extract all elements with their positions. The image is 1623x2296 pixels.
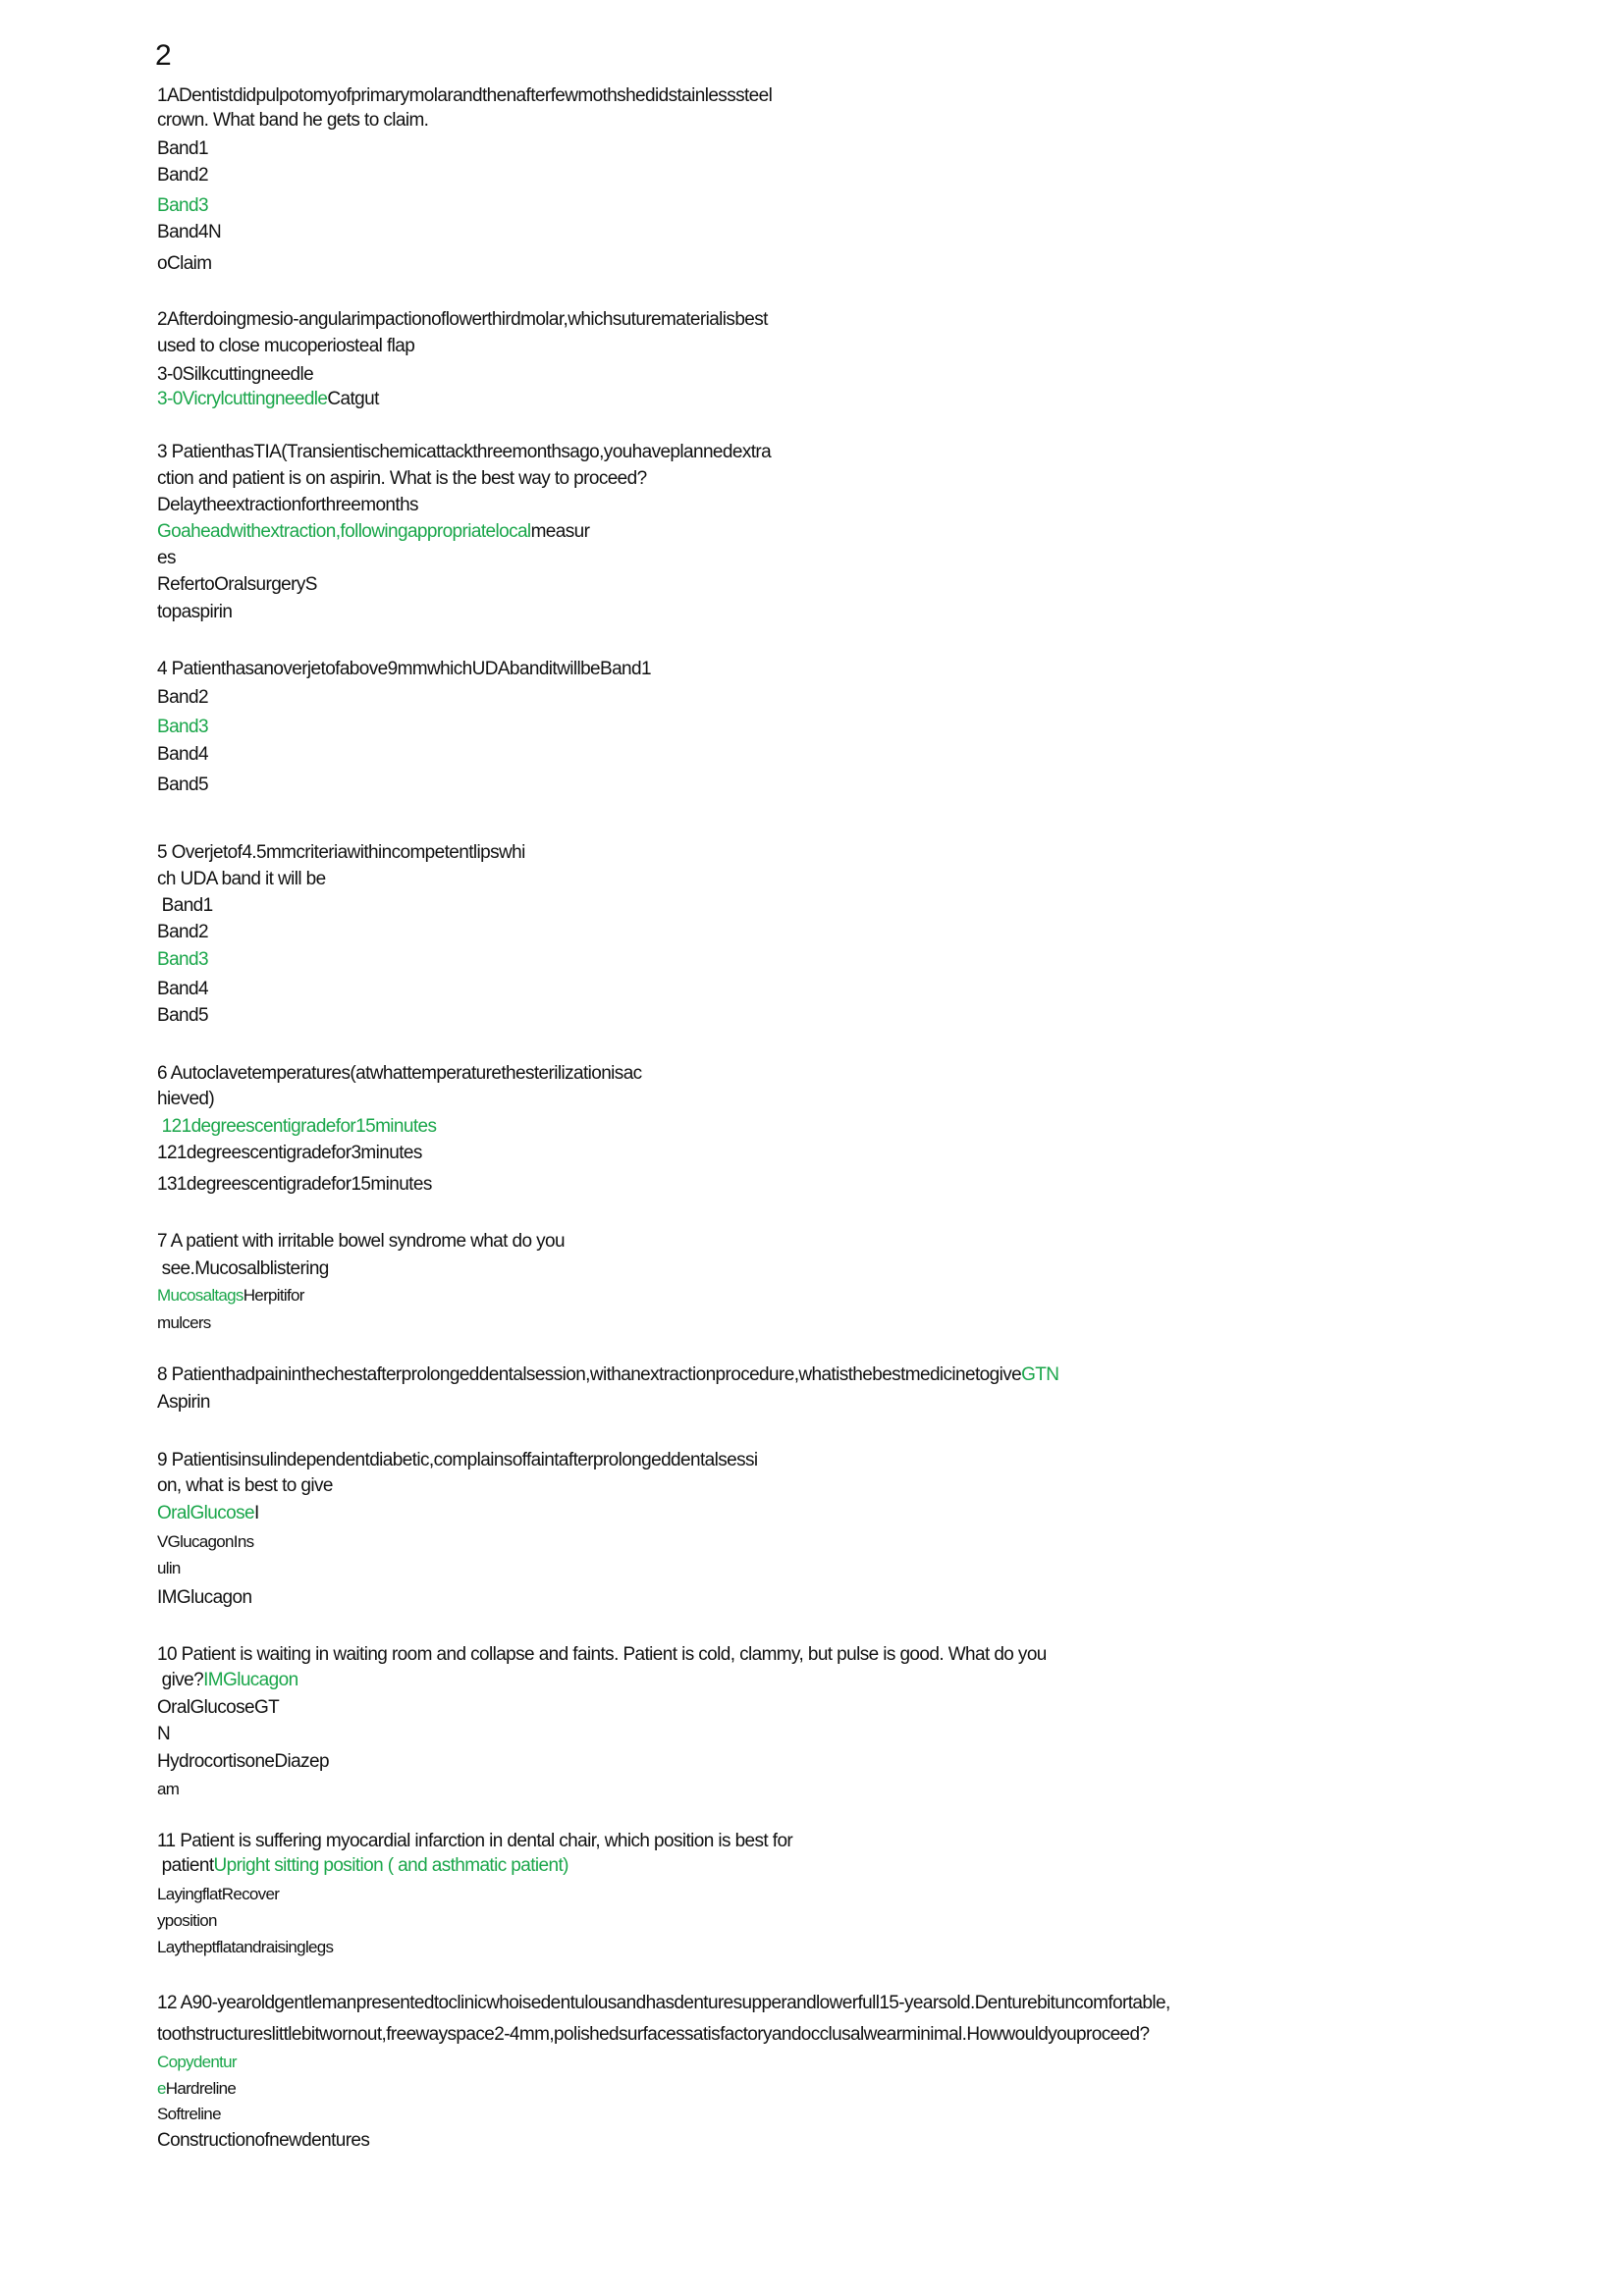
question-line	[157, 164, 208, 187]
question-line	[157, 1173, 432, 1197]
question-text	[157, 1992, 1170, 2015]
text-segment: toothstructureslittlebitwornout,freewayspace2-4mm,polishedsurfacessatisfactoryandocclusalwearminimal.Howwouldyouproceed?	[157, 2024, 1150, 2045]
question-text	[157, 441, 771, 464]
text-segment: Hardreline	[165, 2079, 237, 2098]
question-line	[157, 1696, 279, 1720]
question-line	[157, 868, 326, 891]
question-line	[157, 1257, 329, 1281]
text-segment: see.Mucosalblistering	[157, 1258, 329, 1279]
text-segment: LayingflatRecover	[157, 1885, 280, 1903]
text-segment: Catgut	[327, 389, 379, 409]
correct-answer: OralGlucose	[157, 1503, 254, 1523]
correct-answer: Band3	[157, 717, 208, 737]
text-segment: Aspirin	[157, 1392, 210, 1413]
correct-answer: Goaheadwithextraction,followingappropriatelocal	[157, 521, 531, 542]
question-line	[157, 1778, 179, 1801]
question-line	[157, 547, 176, 570]
question-line	[157, 774, 208, 797]
text-segment: measur	[530, 521, 590, 542]
text-segment: 1ADentistdidpulpotomyofprimarymolarandthenafterfewmothshedidstainlesssteel	[157, 85, 773, 106]
text-segment: am	[157, 1780, 180, 1798]
question-line	[157, 1502, 259, 1525]
text-segment: 5 Overjetof4.5mmcriteriawithincompetentlipswhi	[157, 842, 525, 863]
text-segment: ulin	[157, 1559, 181, 1577]
text-segment: patient	[157, 1855, 214, 1876]
text-segment: Band4	[157, 744, 208, 765]
text-segment: 131degreescentigradefor15minutes	[157, 1174, 432, 1195]
question-line	[157, 1750, 329, 1774]
question-line	[157, 137, 208, 161]
correct-answer: Band3	[157, 195, 208, 216]
text-segment: Band5	[157, 1005, 208, 1026]
text-segment: 9 Patientisinsulindependentdiabetic,complainsoffaintafterprolongeddentalsessi	[157, 1450, 758, 1470]
question-line	[157, 335, 414, 358]
question-line	[157, 1936, 333, 1959]
question-line	[157, 221, 221, 244]
question-text	[157, 1830, 792, 1853]
question-line	[157, 2023, 1149, 2047]
question-line	[157, 894, 213, 918]
question-line	[157, 1586, 251, 1610]
text-segment: 3 PatienthasTIA(Transientischemicattackthreemonthsago,youhaveplannedextra	[157, 442, 772, 462]
correct-answer: Copydentur	[157, 2053, 237, 2071]
question-line	[157, 1142, 422, 1165]
text-segment: give?	[157, 1670, 204, 1690]
text-segment: OralGlucoseGT	[157, 1697, 280, 1718]
text-segment: ction and patient is on aspirin. What is the best way to proceed?	[157, 468, 647, 489]
question-line	[157, 2103, 221, 2126]
text-segment: 3-0Silkcuttingneedle	[157, 364, 314, 385]
text-segment: 6 Autoclavetemperatures(atwhattemperaturethesterilizationisac	[157, 1063, 642, 1084]
text-segment: Band1	[157, 138, 208, 159]
correct-answer: 3-0Vicrylcuttingneedle	[157, 389, 328, 409]
correct-answer: 121degreescentigradefor15minutes	[157, 1116, 437, 1137]
text-segment: RefertoOralsurgeryS	[157, 574, 317, 595]
text-segment: on, what is best to give	[157, 1475, 333, 1496]
text-segment: Band4N	[157, 222, 222, 242]
text-segment: 121degreescentigradefor3minutes	[157, 1143, 422, 1163]
text-segment: ch UDA band it will be	[157, 869, 326, 889]
text-segment: 10 Patient is waiting in waiting room and collapse and faints. Patient is cold, clammy, but pulse is good. What do you	[157, 1644, 1047, 1665]
question-line	[157, 2129, 369, 2153]
question-line	[157, 1284, 304, 1308]
text-segment: used to close mucoperiosteal flap	[157, 336, 415, 356]
text-segment: 2Afterdoingmesio-angularimpactionoflowerthirdmolar,whichsuturematerialisbest	[157, 309, 768, 330]
text-segment: Constructionofnewdentures	[157, 2130, 370, 2151]
question-line	[157, 921, 208, 944]
text-segment: topaspirin	[157, 602, 233, 622]
question-text	[157, 1643, 1047, 1667]
question-line	[157, 109, 428, 133]
question-text	[157, 658, 651, 681]
text-segment: HydrocortisoneDiazep	[157, 1751, 329, 1772]
text-segment: Band5	[157, 774, 208, 795]
question-line	[157, 388, 379, 411]
text-segment: Band2	[157, 922, 208, 942]
question-line	[157, 363, 313, 387]
question-line	[157, 1723, 170, 1746]
text-segment: Laytheptflatandraisinglegs	[157, 1938, 334, 1956]
text-segment: oClaim	[157, 253, 212, 274]
question-line	[157, 252, 212, 276]
text-segment: 12 A90-yearoldgentlemanpresentedtoclinicwhoisedentulousandhasdenturesupperandlowerfull15-yearsold.Denturebituncomfortable,	[157, 1993, 1170, 2013]
question-line	[157, 948, 208, 972]
question-line	[157, 1391, 210, 1415]
question-line	[157, 467, 647, 491]
text-segment: 4 Patienthasanoverjetofabove9mmwhichUDAbanditwillbeBand1	[157, 659, 651, 679]
text-segment: 11 Patient is suffering myocardial infarction in dental chair, which position is best for	[157, 1831, 793, 1851]
question-line	[157, 601, 232, 624]
text-segment: VGlucagonIns	[157, 1532, 254, 1551]
question-line	[157, 1883, 279, 1906]
question-line	[157, 1311, 211, 1335]
text-segment: es	[157, 548, 176, 568]
text-segment: yposition	[157, 1911, 217, 1930]
question-line	[157, 1474, 333, 1498]
text-segment: N	[157, 1724, 171, 1744]
question-text	[157, 1062, 642, 1086]
text-segment: I	[254, 1503, 259, 1523]
question-line	[157, 716, 208, 739]
question-text	[157, 1363, 1058, 1387]
question-text	[157, 84, 772, 108]
text-segment: hieved)	[157, 1089, 215, 1109]
question-line	[157, 1669, 298, 1692]
text-segment: Herpitifor	[243, 1286, 304, 1305]
question-line	[157, 2051, 237, 2074]
text-segment: Band1	[157, 895, 213, 916]
question-line	[157, 743, 208, 767]
text-segment: Softreline	[157, 2105, 221, 2123]
correct-answer: Upright sitting position ( and asthmatic patient)	[213, 1855, 568, 1876]
question-line	[157, 194, 208, 218]
question-line	[157, 2077, 236, 2101]
question-line	[157, 1854, 568, 1878]
question-text	[157, 841, 525, 865]
text-segment: Band4	[157, 979, 208, 999]
question-line	[157, 686, 208, 710]
text-segment: Band2	[157, 165, 208, 186]
question-text	[157, 1449, 758, 1472]
correct-answer: e	[157, 2079, 166, 2098]
question-line	[157, 978, 208, 1001]
correct-answer: GTN	[1021, 1364, 1059, 1385]
text-segment: mulcers	[157, 1313, 211, 1332]
question-text	[157, 308, 768, 332]
page-number: 2	[155, 39, 172, 72]
text-segment: 8 Patienthadpaininthechestafterprolongeddentalsession,withanextractionprocedure,whatisthebestmedicinetogive	[157, 1364, 1022, 1385]
correct-answer: IMGlucagon	[203, 1670, 298, 1690]
text-segment: IMGlucagon	[157, 1587, 252, 1608]
question-line	[157, 573, 317, 597]
correct-answer: Band3	[157, 949, 208, 970]
text-segment: Band2	[157, 687, 208, 708]
text-segment: 7 A patient with irritable bowel syndrome what do you	[157, 1231, 565, 1252]
question-line	[157, 1530, 253, 1554]
question-line	[157, 520, 589, 544]
question-line	[157, 1115, 436, 1139]
question-line	[157, 1004, 208, 1028]
text-segment: Delaytheextractionforthreemonths	[157, 495, 418, 515]
question-line	[157, 494, 418, 517]
text-segment: crown. What band he gets to claim.	[157, 110, 429, 131]
question-line	[157, 1909, 217, 1933]
correct-answer: Mucosaltags	[157, 1286, 243, 1305]
question-line	[157, 1557, 181, 1580]
question-text	[157, 1230, 565, 1254]
question-line	[157, 1088, 214, 1111]
